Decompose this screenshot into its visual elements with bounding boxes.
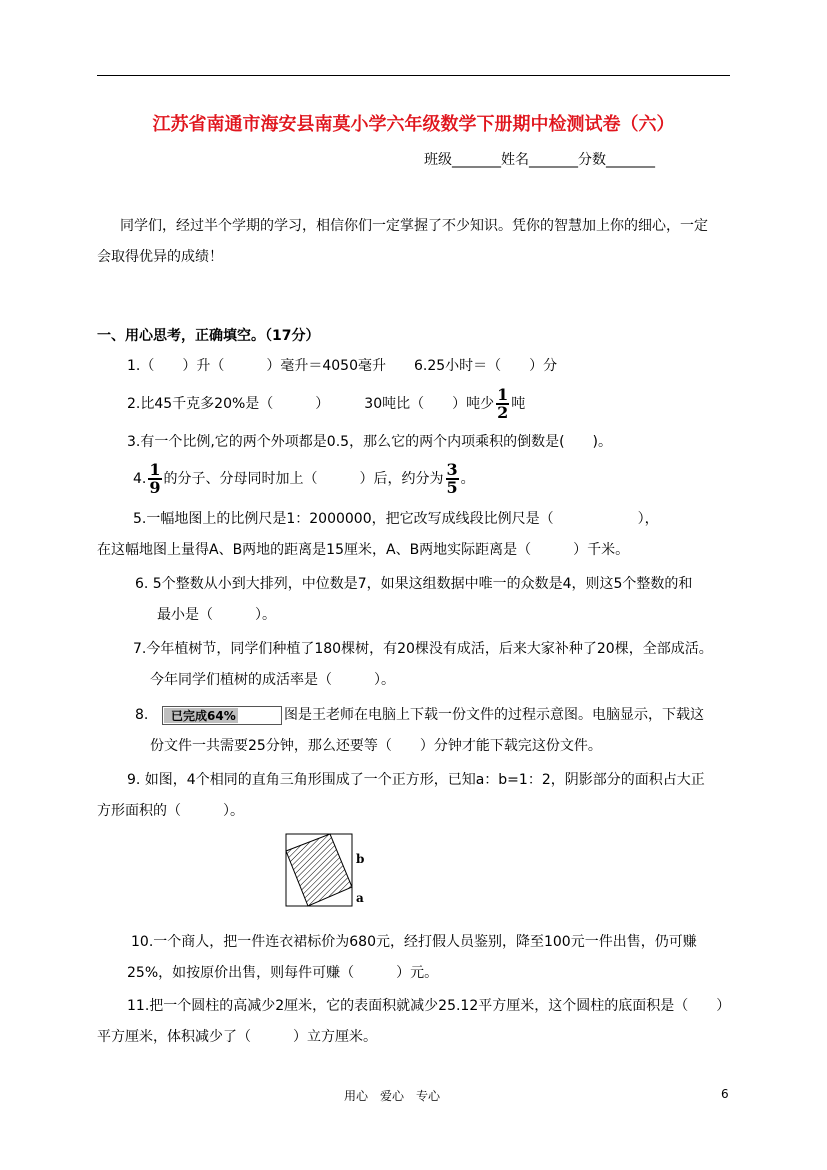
question-5-line-2: 在这幅地图上量得A、B两地的距离是15厘米，A、B两地实际距离是（ ）千米。 bbox=[97, 542, 630, 558]
intro-line-2: 会取得优异的成绩！ bbox=[97, 249, 223, 265]
question-7-line-2: 今年同学们植树的成活率是（ ）。 bbox=[150, 672, 395, 688]
question-6-line-2: 最小是（ ）。 bbox=[157, 607, 276, 623]
question-2 bbox=[127, 384, 525, 424]
fraction-numerator: 1 bbox=[497, 385, 509, 404]
question-6-line-1: 6. 5个整数从小到大排列，中位数是7，如果这组数据中唯一的众数是4，则这5个整数的和 bbox=[135, 576, 693, 592]
fraction-numerator: 3 bbox=[446, 460, 458, 479]
question-9-line-1: 9. 如图，4个相同的直角三角形围成了一个正方形，已知a：b=1：2，阴影部分的面积占大正 bbox=[127, 772, 705, 788]
header-rule bbox=[97, 75, 730, 76]
student-info-line: 班级_______姓名_______分数_______ bbox=[424, 152, 655, 168]
page-number: 6 bbox=[721, 1087, 729, 1101]
fraction-one-half bbox=[496, 387, 509, 421]
fraction-numerator: 1 bbox=[149, 460, 161, 479]
question-1: 1.（ ）升（ ）毫升＝4050毫升 6.25小时＝（ ）分 bbox=[127, 358, 558, 374]
question-2-text: 2.比45千克多20%是（ ） 30吨比（ ）吨少 bbox=[127, 396, 495, 412]
footer-motto: 用心 爱心 专心 bbox=[344, 1089, 441, 1103]
question-11-line-1: 11.把一个圆柱的高减少2厘米，它的表面积就减少25.12平方厘米，这个圆柱的底面积是（ ） bbox=[127, 998, 731, 1014]
question-4-end: 。 bbox=[460, 471, 475, 487]
fraction-three-fifths bbox=[446, 462, 459, 496]
fraction-one-ninth bbox=[148, 462, 161, 496]
question-2-unit: 吨 bbox=[511, 396, 526, 412]
fraction-denominator: 9 bbox=[149, 478, 161, 497]
fraction-denominator: 5 bbox=[446, 478, 458, 497]
question-3: 3.有一个比例,它的两个外项都是0.5，那么它的两个内项乘积的倒数是( )。 bbox=[127, 434, 612, 450]
square-triangles-figure bbox=[280, 832, 376, 912]
question-4 bbox=[133, 459, 475, 499]
question-4-text: 的分子、分母同时加上（ ）后，约分为 bbox=[163, 471, 444, 487]
question-8-number: 8. bbox=[135, 707, 149, 723]
question-7-line-1: 7.今年植树节，同学们种植了180棵树，有20棵没有成活，后来大家补种了20棵，全部成活。 bbox=[133, 641, 713, 657]
intro-line-1: 同学们，经过半个学期的学习，相信你们一定掌握了不少知识。凭你的智慧加上你的细心，一定 bbox=[120, 218, 708, 234]
question-11-line-2: 平方厘米，体积减少了（ ）立方厘米。 bbox=[97, 1029, 377, 1045]
label-b: b bbox=[356, 852, 365, 866]
download-progress-bar bbox=[162, 706, 282, 725]
progress-label: 已完成64% bbox=[171, 709, 236, 723]
question-8-line-1: 图是王老师在电脑上下载一份文件的过程示意图。电脑显示，下载这 bbox=[284, 707, 704, 723]
question-9-line-2: 方形面积的（ ）。 bbox=[97, 803, 244, 819]
label-a: a bbox=[356, 891, 364, 905]
question-10-line-2: 25%，如按原价出售，则每件可赚（ ）元。 bbox=[127, 965, 439, 981]
question-10-line-1: 10.一个商人，把一件连衣裙标价为680元，经打假人员鉴别，降至100元一件出售，仍可赚 bbox=[131, 934, 697, 950]
question-8-line-2: 份文件一共需要25分钟，那么还要等（ ）分钟才能下载完这份文件。 bbox=[150, 738, 602, 754]
question-4-number: 4. bbox=[133, 471, 147, 487]
fraction-denominator: 2 bbox=[497, 403, 509, 422]
section-1-title: 一、用心思考，正确填空。（17分） bbox=[97, 328, 320, 344]
question-5-line-1: 5.一幅地图上的比例尺是1：2000000，把它改写成线段比例尺是（ ）， bbox=[133, 511, 659, 527]
page-title: 江苏省南通市海安县南莫小学六年级数学下册期中检测试卷（六） bbox=[152, 114, 675, 135]
